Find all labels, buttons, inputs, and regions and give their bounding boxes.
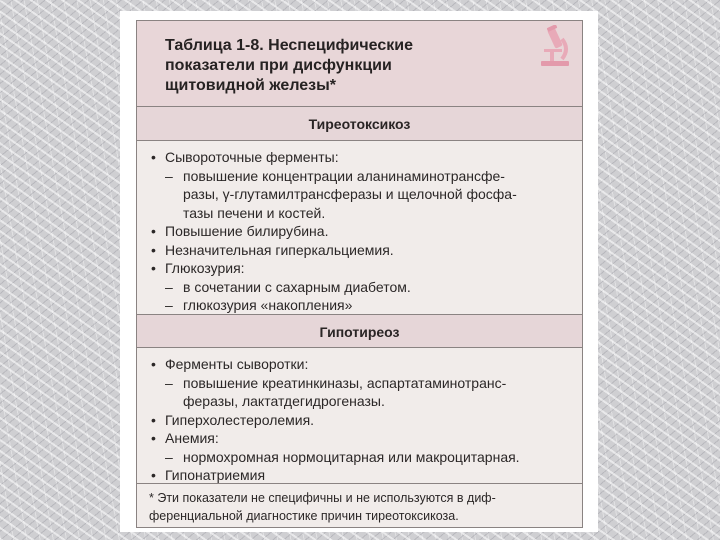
item-text: Сывороточные ферменты: [165, 149, 339, 165]
footnote-line: * Эти показатели не специфичны и не используются в диф- [149, 491, 496, 505]
item-text: Глюкозурия: [165, 260, 245, 276]
item-text: Гиперхолестеролемия. [165, 411, 315, 428]
bullet-icon: • [151, 260, 156, 276]
bullet-icon: • [151, 467, 156, 483]
sub-item-continued [151, 185, 583, 204]
list-item [151, 148, 583, 167]
list-item [151, 429, 583, 448]
list-item [151, 466, 583, 485]
section-body-hypothyroidism [151, 355, 583, 485]
table-title [165, 36, 495, 96]
document-page [120, 11, 598, 532]
sub-text: нормохромная нормоцитарная или макроцитарная. [183, 448, 520, 465]
sub-text: повышение креатинкиназы, аспартатаминотранс- [183, 374, 507, 391]
title-line: показатели при дисфункции [165, 57, 392, 74]
list-item [151, 259, 583, 278]
item-text: Анемия: [165, 430, 219, 446]
section-heading-hypothyroidism: Гипотиреоз [137, 314, 582, 348]
dash-icon: – [165, 278, 173, 295]
bullet-icon: • [151, 223, 156, 239]
sub-item-continued [151, 392, 583, 411]
dash-icon: – [165, 297, 173, 313]
dash-icon: – [165, 448, 173, 465]
dash-icon: – [165, 167, 173, 184]
sub-item [151, 296, 583, 315]
section-body-thyrotoxicosis [151, 148, 583, 315]
sub-item [151, 278, 583, 297]
sub-item-continued [151, 204, 583, 223]
item-text: Повышение билирубина. [165, 223, 329, 239]
bullet-icon: • [151, 241, 156, 258]
table-caption [137, 21, 582, 107]
list-item [151, 411, 583, 430]
list-item [151, 222, 583, 241]
item-text: Гипонатриемия [165, 467, 266, 483]
bullet-icon: • [151, 430, 156, 446]
microscope-icon [536, 25, 574, 69]
item-text: Незначительная гиперкальциемия. [165, 241, 394, 258]
list-item [151, 355, 583, 374]
sub-item [151, 448, 583, 467]
info-table [136, 20, 583, 528]
sub-text: феразы, лактатдегидрогеназы. [183, 393, 385, 409]
title-line: щитовидной железы* [165, 77, 337, 94]
sub-text: глюкозурия «накопления» [183, 297, 353, 313]
sub-item [151, 374, 583, 393]
footnote-line: ференциальной диагностике причин тиреотоксикоза. [149, 509, 459, 523]
section-heading-thyrotoxicosis: Тиреотоксикоз [137, 107, 582, 141]
title-line: Таблица 1-8. Неспецифические [165, 37, 413, 54]
footnote [137, 483, 582, 529]
sub-item [151, 167, 583, 186]
dash-icon: – [165, 374, 173, 391]
list-item [151, 241, 583, 260]
bullet-icon: • [151, 356, 156, 372]
sub-text: разы, γ-глутамилтрансферазы и щелочной фосфа- [183, 186, 517, 202]
bullet-icon: • [151, 411, 156, 428]
sub-text: повышение концентрации аланинаминотрансфе- [183, 167, 505, 184]
bullet-icon: • [151, 149, 156, 165]
sub-text: в сочетании с сахарным диабетом. [183, 278, 411, 295]
sub-text: тазы печени и костей. [183, 204, 326, 221]
item-text: Ферменты сыворотки: [165, 356, 309, 372]
